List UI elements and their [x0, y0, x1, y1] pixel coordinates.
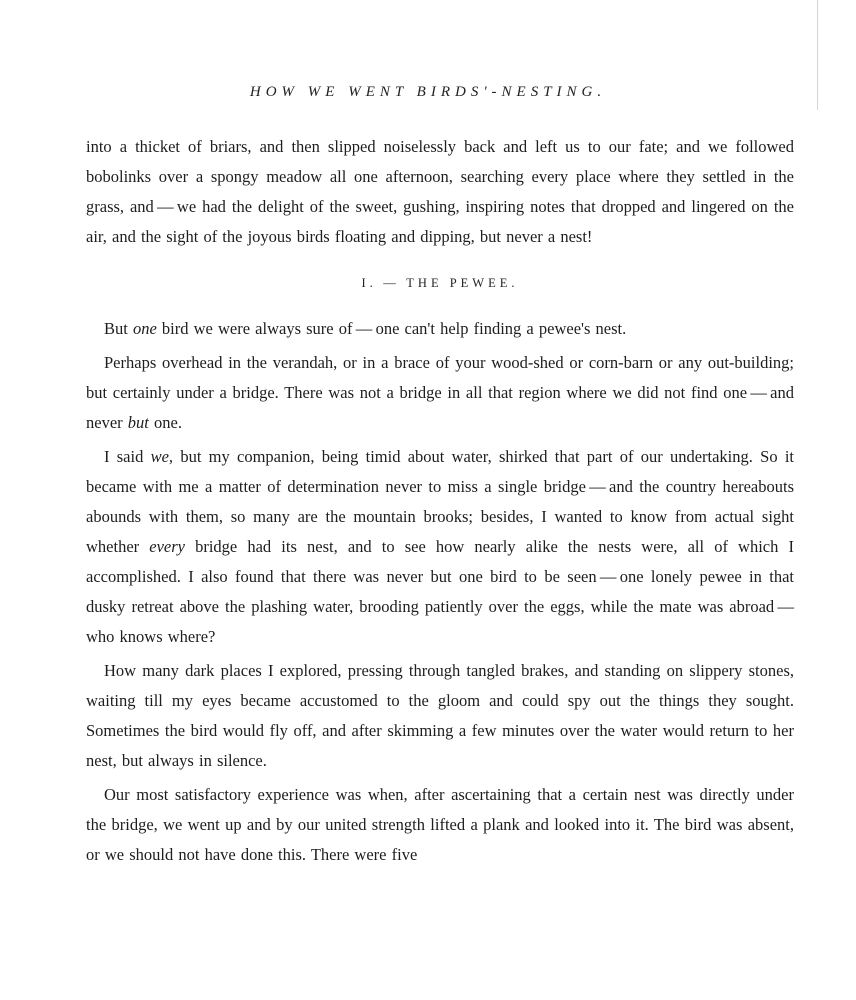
paragraph-3-text-a: I said: [104, 447, 151, 466]
paragraph-2: [86, 348, 794, 438]
paragraph-5: Our most satisfactory experience was when, after ascertaining that a certain nest was directly under the bridge, we went up and by our united strength lifted a plank and looked into it. The bird was absent, or we should not have done this. There were five: [86, 785, 794, 864]
intro-paragraph: into a thicket of briars, and then slipped noiselessly back and left us to our fate; and we followed bobolinks over a spongy meadow all one afternoon, searching every place where they settled in the grass, and — we had the delight of the sweet, gushing, inspiring notes that dropped and lingered on the air, and the sight of the joyous birds floating and dipping, but never a nest!: [86, 137, 794, 246]
section-heading: I. — THE PEWEE.: [361, 276, 519, 290]
paragraph-1: [86, 314, 794, 344]
paragraph-1-text-a: But: [104, 319, 133, 338]
paragraph-2-text-a: Perhaps overhead in the verandah, or in a brace of your wood-shed or corn-barn or any out-building; but certainly under a bridge. There was not a bridge in all that region where we did not find one — and never: [86, 353, 794, 432]
paragraph-3-text-c: bridge had its nest, and to see how nearly alike the nests were, all of which I accomplished. I also found that there was never but one bird to be seen — one lonely pewee in that dusky retreat above the plashing water, brooding patiently over the eggs, while the mate was abroad — who knows where?: [86, 537, 794, 646]
paragraph-3-emphasis-2: every: [149, 537, 185, 556]
paragraph-2-text-b: one.: [148, 413, 182, 432]
paragraph-3-text-b: but my companion, being timid about water, shirked that part of our undertaking. So it became with me a matter of determination never to miss a single bridge — and the country hereabouts abounds with them, so many are the mountain brooks; besides, I wanted to know from actual sight whether: [86, 447, 794, 556]
paragraph-4: How many dark places I explored, pressing through tangled brakes, and standing on slippery stones, waiting till my eyes became accustomed to the gloom and could spy out the things they sought. Sometimes the bird would fly off, and after skimming a few minutes over the water would return to her nest, but always in silence.: [86, 661, 794, 770]
running-head: HOW WE WENT BIRDS'-NESTING.: [249, 84, 607, 100]
paragraph-1-text-b: bird we were always sure of — one can't help finding a pewee's nest.: [156, 319, 627, 338]
paragraph-2-emphasis: but: [127, 413, 149, 432]
paragraph-3-emphasis-1: we,: [150, 447, 174, 466]
body-text: [86, 132, 794, 870]
paragraph-1-emphasis: one: [132, 319, 157, 338]
paragraph-3: [86, 442, 794, 652]
